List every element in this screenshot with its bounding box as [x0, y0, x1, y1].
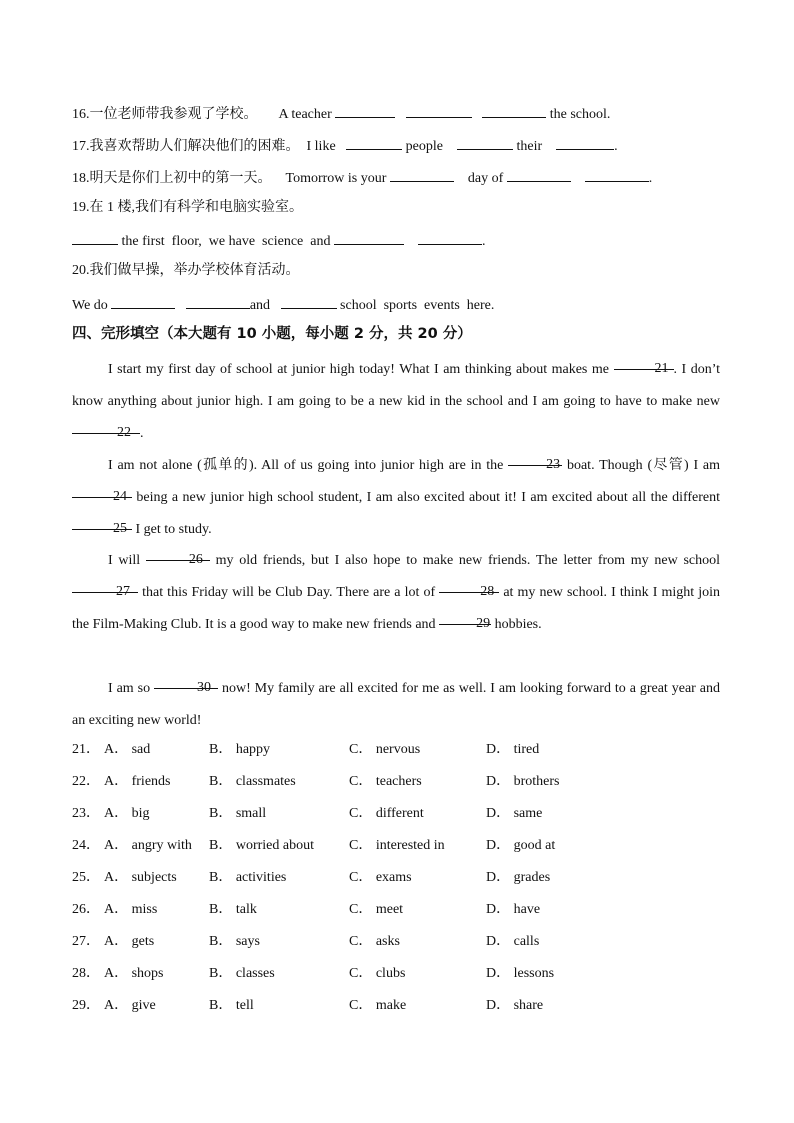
- english-suffix: .: [481, 234, 486, 249]
- question-number: 25．: [72, 870, 100, 885]
- question-16: [72, 102, 610, 125]
- passage-text: . I don’t know anything about junior high. I am going to be a new kid in the school and I am going to have to make new: [72, 362, 720, 409]
- cloze-blank-21[interactable]: [614, 354, 674, 376]
- option-a[interactable]: A． subjects: [104, 870, 177, 885]
- option-d[interactable]: D． have: [486, 902, 541, 917]
- cloze-blank-29[interactable]: [439, 609, 491, 631]
- option-d[interactable]: D． grades: [486, 870, 551, 885]
- blank-number: 30: [197, 680, 212, 695]
- option-b[interactable]: B． says: [209, 934, 260, 949]
- cloze-blank-22[interactable]: [72, 418, 140, 440]
- english-suffix: .: [648, 171, 653, 186]
- option-c[interactable]: C． nervous: [349, 742, 421, 757]
- blank-number: 29: [476, 616, 491, 631]
- passage-paragraph-4: [72, 673, 720, 737]
- question-number: 21．: [72, 742, 100, 757]
- option-a[interactable]: A． give: [104, 998, 156, 1013]
- option-b[interactable]: B． activities: [209, 870, 287, 885]
- english-word: people: [405, 139, 443, 154]
- passage-paragraph-3: [72, 545, 720, 641]
- option-d[interactable]: D． good at: [486, 838, 556, 853]
- blank-number: 23: [546, 457, 561, 472]
- option-a[interactable]: A． miss: [104, 902, 158, 917]
- cloze-blank-25[interactable]: [72, 514, 132, 536]
- option-d[interactable]: D． tired: [486, 742, 540, 757]
- passage-text: I get to study.: [135, 522, 212, 537]
- cloze-blank-27[interactable]: [72, 577, 138, 599]
- answer-blank[interactable]: [335, 102, 395, 118]
- option-d[interactable]: D． share: [486, 998, 544, 1013]
- english-suffix: the school.: [549, 107, 611, 122]
- option-a[interactable]: A． gets: [104, 934, 155, 949]
- option-a[interactable]: A． sad: [104, 742, 151, 757]
- english-prefix: Tomorrow is your: [285, 171, 387, 186]
- blank-number: 28: [480, 584, 495, 599]
- passage-text: I am so: [108, 681, 151, 696]
- cloze-blank-23[interactable]: [508, 450, 562, 472]
- answer-blank[interactable]: [281, 293, 337, 309]
- chinese-prompt: 16.一位老师带我参观了学校。: [72, 107, 258, 122]
- blank-number: 22: [117, 425, 131, 440]
- answer-blank[interactable]: [482, 102, 546, 118]
- question-19-prompt: 19.在 1 楼,我们有科学和电脑实验室。: [72, 200, 303, 215]
- question-20-answer: [72, 293, 494, 316]
- english-word: their: [516, 139, 543, 154]
- option-c[interactable]: C． exams: [349, 870, 412, 885]
- answer-blank[interactable]: [111, 293, 175, 309]
- section-title: 四、完形填空（本大题有 10 小题，每小题 2 分，共 20 分）: [72, 326, 472, 342]
- blank-number: 24: [113, 489, 127, 504]
- option-d[interactable]: D． same: [486, 806, 543, 821]
- passage-text: I am not alone (孤单的). All of us going into junior high are in the: [108, 458, 504, 473]
- option-b[interactable]: B． classmates: [209, 774, 296, 789]
- question-20-prompt: 20.我们做早操，举办学校体育活动。: [72, 263, 300, 278]
- english-prefix: I like: [306, 139, 336, 154]
- english-suffix: .: [614, 139, 618, 154]
- answer-blank[interactable]: [72, 229, 118, 245]
- english-text: the first floor, we have science and: [121, 234, 331, 249]
- blank-number: 21: [654, 361, 669, 376]
- passage-text: .: [140, 426, 144, 441]
- chinese-prompt: 18.明天是你们上初中的第一天。: [72, 171, 272, 186]
- passage-paragraph-1: [72, 354, 720, 450]
- question-19-answer: [72, 229, 485, 252]
- option-d[interactable]: D． calls: [486, 934, 540, 949]
- english-word: and: [249, 298, 271, 313]
- question-18: [72, 166, 652, 189]
- question-number: 23．: [72, 806, 100, 821]
- option-b[interactable]: B． small: [209, 806, 267, 821]
- option-a[interactable]: A． big: [104, 806, 150, 821]
- passage-text: my old friends, but I also hope to make new friends. The letter from my new school: [215, 553, 720, 568]
- answer-blank[interactable]: [556, 134, 614, 150]
- question-number: 26．: [72, 902, 100, 917]
- cloze-blank-30[interactable]: [154, 673, 218, 695]
- option-c[interactable]: C． clubs: [349, 966, 406, 981]
- question-number: 29．: [72, 998, 100, 1013]
- chinese-prompt: 17.我喜欢帮助人们解决他们的困难。: [72, 139, 300, 154]
- passage-text: that this Friday will be Club Day. There are a lot of: [142, 585, 436, 600]
- option-b[interactable]: B． talk: [209, 902, 257, 917]
- option-c[interactable]: C． asks: [349, 934, 400, 949]
- option-a[interactable]: A． shops: [104, 966, 164, 981]
- passage-text: now! My family are all excited for me as well. I am looking forward to a great year and an exciting new world!: [72, 681, 720, 728]
- answer-blank[interactable]: [507, 166, 571, 182]
- option-c[interactable]: C． teachers: [349, 774, 422, 789]
- cloze-blank-28[interactable]: [439, 577, 499, 599]
- option-a[interactable]: A． angry with: [104, 838, 192, 853]
- english-word: day of: [467, 171, 504, 186]
- option-b[interactable]: B． tell: [209, 998, 254, 1013]
- blank-number: 26: [188, 552, 203, 567]
- option-c[interactable]: C． meet: [349, 902, 404, 917]
- answer-blank[interactable]: [346, 134, 402, 150]
- question-number: 22．: [72, 774, 100, 789]
- answer-blank[interactable]: [585, 166, 649, 182]
- question-17: [72, 134, 618, 157]
- passage-text: being a new junior high school student, I am also excited about it! I am excited about all the different: [136, 490, 721, 505]
- passage-text: boat. Though (尽管) I am: [566, 458, 721, 473]
- passage-paragraph-2: [72, 450, 720, 546]
- option-b[interactable]: B． classes: [209, 966, 275, 981]
- option-c[interactable]: C． different: [349, 806, 424, 821]
- blank-number: 25: [113, 521, 127, 536]
- question-number: 28．: [72, 966, 100, 981]
- answer-blank[interactable]: [418, 229, 482, 245]
- passage-text: I will: [108, 553, 141, 568]
- question-number: 24．: [72, 838, 100, 853]
- answer-blank[interactable]: [406, 102, 472, 118]
- option-d[interactable]: D． brothers: [486, 774, 560, 789]
- question-number: 27．: [72, 934, 100, 949]
- passage-text: at my new school. I think I might join the Film-Making Club. It is a good way to make new friends and: [72, 585, 721, 632]
- option-b[interactable]: B． worried about: [209, 838, 314, 853]
- option-b[interactable]: B． happy: [209, 742, 271, 757]
- english-prefix: A teacher: [278, 107, 332, 122]
- passage-text: hobbies.: [494, 617, 542, 632]
- english-suffix: school sports events here.: [340, 298, 495, 313]
- cloze-blank-24[interactable]: [72, 482, 132, 504]
- answer-blank[interactable]: [334, 229, 404, 245]
- passage-text: I start my first day of school at junior high today! What I am thinking about makes me: [108, 362, 609, 377]
- option-c[interactable]: C． make: [349, 998, 407, 1013]
- cloze-blank-26[interactable]: [146, 545, 210, 567]
- option-c[interactable]: C． interested in: [349, 838, 445, 853]
- option-d[interactable]: D． lessons: [486, 966, 555, 981]
- english-prefix: We do: [72, 298, 108, 313]
- answer-blank[interactable]: [186, 293, 250, 309]
- blank-number: 27: [116, 584, 130, 599]
- option-a[interactable]: A． friends: [104, 774, 171, 789]
- answer-blank[interactable]: [390, 166, 454, 182]
- answer-blank[interactable]: [457, 134, 513, 150]
